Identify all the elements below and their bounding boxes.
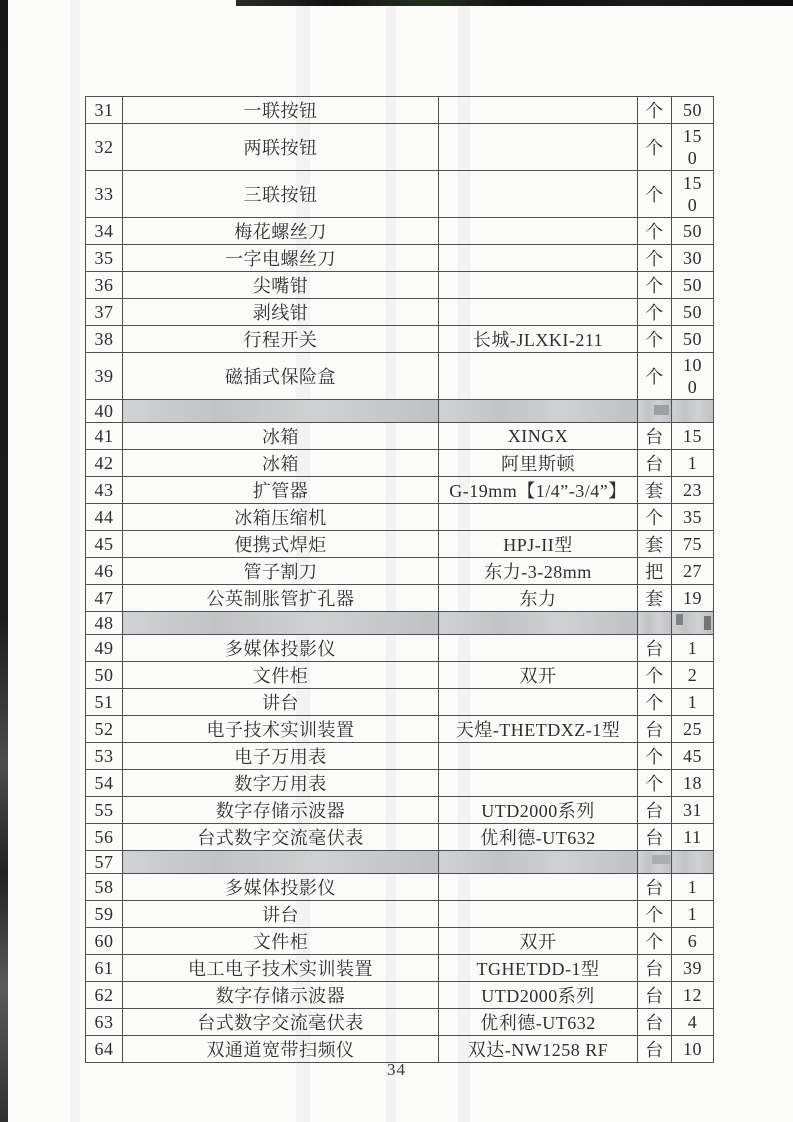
item-name-cell: 文件柜 [123, 662, 439, 689]
row-number-cell: 33 [86, 171, 123, 218]
unit-cell: 个 [638, 171, 672, 218]
model-cell: 阿里斯顿 [439, 450, 638, 477]
item-name-cell: 文件柜 [123, 928, 439, 955]
table-row [86, 928, 714, 955]
item-name-cell: 两联按钮 [123, 124, 439, 171]
item-name-cell: 数字存储示波器 [123, 797, 439, 824]
model-cell [439, 874, 638, 901]
row-number-cell: 35 [86, 245, 123, 272]
quantity-value: 150 [683, 125, 702, 168]
item-name-cell: 剥线钳 [123, 299, 439, 326]
item-name-cell: 扩管器 [123, 477, 439, 504]
scan-edge-top [236, 0, 793, 6]
qty-cell: 1 [672, 689, 714, 716]
scan-edge-left [0, 0, 8, 1122]
row-number-cell: 40 [86, 400, 123, 423]
qty-cell: 6 [672, 928, 714, 955]
item-name-cell: 冰箱压缩机 [123, 504, 439, 531]
unit-cell: 台 [638, 716, 672, 743]
qty-cell [672, 353, 714, 400]
item-name-cell: 电工电子技术实训装置 [123, 955, 439, 982]
qty-cell: 39 [672, 955, 714, 982]
model-cell: 双开 [439, 928, 638, 955]
model-cell [439, 400, 638, 423]
table-row [86, 689, 714, 716]
model-cell: 东力-3-28mm [439, 558, 638, 585]
model-cell [439, 218, 638, 245]
model-cell [439, 635, 638, 662]
row-number-cell: 31 [86, 97, 123, 124]
unit-cell: 个 [638, 97, 672, 124]
row-number-cell: 52 [86, 716, 123, 743]
qty-cell: 11 [672, 824, 714, 851]
qty-cell: 35 [672, 504, 714, 531]
item-name-cell: 讲台 [123, 689, 439, 716]
table-row [86, 171, 714, 218]
unit-cell [638, 400, 672, 423]
table-row [86, 1036, 714, 1063]
qty-cell [672, 171, 714, 218]
scan-smudge [652, 855, 670, 864]
item-name-cell [123, 851, 439, 874]
row-number-cell: 64 [86, 1036, 123, 1063]
table-row [86, 450, 714, 477]
table-row [86, 477, 714, 504]
row-number-cell: 59 [86, 901, 123, 928]
item-name-cell: 电子技术实训装置 [123, 716, 439, 743]
table-row [86, 97, 714, 124]
item-name-cell: 讲台 [123, 901, 439, 928]
scan-smudge [654, 405, 669, 415]
unit-cell: 个 [638, 504, 672, 531]
unit-cell: 台 [638, 955, 672, 982]
table-row [86, 272, 714, 299]
qty-cell [672, 851, 714, 874]
inventory-table-body [86, 97, 714, 1063]
item-name-cell: 多媒体投影仪 [123, 874, 439, 901]
row-number-cell: 47 [86, 585, 123, 612]
table-row [86, 743, 714, 770]
qty-cell: 2 [672, 662, 714, 689]
table-row [86, 662, 714, 689]
item-name-cell: 冰箱 [123, 450, 439, 477]
row-number-cell: 39 [86, 353, 123, 400]
scan-streak [70, 0, 80, 1122]
unit-cell: 把 [638, 558, 672, 585]
qty-cell: 30 [672, 245, 714, 272]
unit-cell: 个 [638, 689, 672, 716]
model-cell: 双开 [439, 662, 638, 689]
table-row [86, 797, 714, 824]
unit-cell: 台 [638, 797, 672, 824]
row-number-cell: 44 [86, 504, 123, 531]
row-number-cell: 48 [86, 612, 123, 635]
row-number-cell: 61 [86, 955, 123, 982]
table-row [86, 218, 714, 245]
model-cell [439, 689, 638, 716]
qty-cell: 12 [672, 982, 714, 1009]
unit-cell: 个 [638, 353, 672, 400]
model-cell [439, 612, 638, 635]
table-row [86, 558, 714, 585]
unit-cell: 台 [638, 635, 672, 662]
row-number-cell: 43 [86, 477, 123, 504]
unit-cell: 个 [638, 662, 672, 689]
model-cell [439, 171, 638, 218]
item-name-cell: 数字万用表 [123, 770, 439, 797]
model-cell [439, 851, 638, 874]
row-number-cell: 37 [86, 299, 123, 326]
item-name-cell [123, 400, 439, 423]
table-row [86, 901, 714, 928]
unit-cell: 个 [638, 326, 672, 353]
item-name-cell: 双通道宽带扫频仪 [123, 1036, 439, 1063]
row-number-cell: 53 [86, 743, 123, 770]
unit-cell: 个 [638, 218, 672, 245]
model-cell [439, 353, 638, 400]
quantity-value: 150 [683, 172, 702, 215]
model-cell [439, 743, 638, 770]
table-row [86, 851, 714, 874]
item-name-cell: 尖嘴钳 [123, 272, 439, 299]
unit-cell: 个 [638, 928, 672, 955]
table-row [86, 299, 714, 326]
unit-cell [638, 612, 672, 635]
qty-cell [672, 400, 714, 423]
qty-cell: 27 [672, 558, 714, 585]
table-row [86, 770, 714, 797]
unit-cell: 台 [638, 982, 672, 1009]
scan-smudge [676, 614, 683, 625]
unit-cell: 个 [638, 743, 672, 770]
row-number-cell: 49 [86, 635, 123, 662]
table-row [86, 245, 714, 272]
unit-cell: 套 [638, 585, 672, 612]
row-number-cell: 54 [86, 770, 123, 797]
scan-smudge [704, 616, 711, 630]
item-name-cell [123, 612, 439, 635]
table-row [86, 124, 714, 171]
model-cell [439, 770, 638, 797]
item-name-cell: 磁插式保险盒 [123, 353, 439, 400]
row-number-cell: 38 [86, 326, 123, 353]
model-cell [439, 97, 638, 124]
model-cell: G-19mm【1/4”-3/4”】 [439, 477, 638, 504]
table-row [86, 824, 714, 851]
qty-cell: 23 [672, 477, 714, 504]
qty-cell: 31 [672, 797, 714, 824]
qty-cell: 45 [672, 743, 714, 770]
row-number-cell: 34 [86, 218, 123, 245]
qty-cell: 19 [672, 585, 714, 612]
row-number-cell: 63 [86, 1009, 123, 1036]
row-number-cell: 42 [86, 450, 123, 477]
inventory-table [85, 96, 714, 1063]
model-cell [439, 124, 638, 171]
unit-cell: 套 [638, 531, 672, 558]
unit-cell: 个 [638, 124, 672, 171]
qty-cell: 1 [672, 874, 714, 901]
qty-cell: 1 [672, 635, 714, 662]
item-name-cell: 梅花螺丝刀 [123, 218, 439, 245]
qty-cell [672, 612, 714, 635]
unit-cell: 台 [638, 1009, 672, 1036]
row-number-cell: 36 [86, 272, 123, 299]
table-row [86, 635, 714, 662]
table-row [86, 716, 714, 743]
model-cell [439, 901, 638, 928]
item-name-cell: 行程开关 [123, 326, 439, 353]
unit-cell: 个 [638, 901, 672, 928]
row-number-cell: 57 [86, 851, 123, 874]
item-name-cell: 冰箱 [123, 423, 439, 450]
item-name-cell: 台式数字交流毫伏表 [123, 824, 439, 851]
unit-cell: 个 [638, 299, 672, 326]
unit-cell: 个 [638, 770, 672, 797]
model-cell: TGHETDD-1型 [439, 955, 638, 982]
qty-cell [672, 124, 714, 171]
unit-cell: 个 [638, 245, 672, 272]
qty-cell: 50 [672, 218, 714, 245]
unit-cell [638, 851, 672, 874]
model-cell: UTD2000系列 [439, 982, 638, 1009]
table-row [86, 874, 714, 901]
qty-cell: 4 [672, 1009, 714, 1036]
qty-cell: 1 [672, 901, 714, 928]
qty-cell: 10 [672, 1036, 714, 1063]
unit-cell: 台 [638, 1036, 672, 1063]
item-name-cell: 公英制胀管扩孔器 [123, 585, 439, 612]
unit-cell: 台 [638, 824, 672, 851]
model-cell: 优利德-UT632 [439, 1009, 638, 1036]
table-row [86, 400, 714, 423]
qty-cell: 15 [672, 423, 714, 450]
model-cell [439, 272, 638, 299]
item-name-cell: 一联按钮 [123, 97, 439, 124]
row-number-cell: 56 [86, 824, 123, 851]
model-cell: 双达-NW1258 RF [439, 1036, 638, 1063]
model-cell [439, 504, 638, 531]
table-row [86, 955, 714, 982]
item-name-cell: 一字电螺丝刀 [123, 245, 439, 272]
table-row [86, 353, 714, 400]
qty-cell: 50 [672, 299, 714, 326]
row-number-cell: 62 [86, 982, 123, 1009]
table-row [86, 982, 714, 1009]
unit-cell: 台 [638, 874, 672, 901]
table-row [86, 1009, 714, 1036]
row-number-cell: 60 [86, 928, 123, 955]
row-number-cell: 58 [86, 874, 123, 901]
row-number-cell: 32 [86, 124, 123, 171]
page-number: 34 [387, 1060, 406, 1079]
row-number-cell: 51 [86, 689, 123, 716]
model-cell [439, 299, 638, 326]
table-row [86, 531, 714, 558]
row-number-cell: 55 [86, 797, 123, 824]
model-cell [439, 245, 638, 272]
qty-cell: 75 [672, 531, 714, 558]
qty-cell: 50 [672, 97, 714, 124]
quantity-value: 100 [683, 354, 702, 397]
table-row [86, 326, 714, 353]
item-name-cell: 电子万用表 [123, 743, 439, 770]
model-cell: UTD2000系列 [439, 797, 638, 824]
item-name-cell: 便携式焊炬 [123, 531, 439, 558]
item-name-cell: 管子割刀 [123, 558, 439, 585]
table-row [86, 423, 714, 450]
row-number-cell: 41 [86, 423, 123, 450]
qty-cell: 50 [672, 272, 714, 299]
unit-cell: 台 [638, 450, 672, 477]
unit-cell: 个 [638, 272, 672, 299]
qty-cell: 1 [672, 450, 714, 477]
row-number-cell: 46 [86, 558, 123, 585]
item-name-cell: 三联按钮 [123, 171, 439, 218]
model-cell: 东力 [439, 585, 638, 612]
qty-cell: 25 [672, 716, 714, 743]
unit-cell: 套 [638, 477, 672, 504]
row-number-cell: 45 [86, 531, 123, 558]
table-row [86, 612, 714, 635]
table-row [86, 504, 714, 531]
item-name-cell: 多媒体投影仪 [123, 635, 439, 662]
model-cell: XINGX [439, 423, 638, 450]
qty-cell: 18 [672, 770, 714, 797]
model-cell: 优利德-UT632 [439, 824, 638, 851]
item-name-cell: 数字存储示波器 [123, 982, 439, 1009]
model-cell: 天煌-THETDXZ-1型 [439, 716, 638, 743]
item-name-cell: 台式数字交流毫伏表 [123, 1009, 439, 1036]
model-cell: HPJ-II型 [439, 531, 638, 558]
qty-cell: 50 [672, 326, 714, 353]
row-number-cell: 50 [86, 662, 123, 689]
table-row [86, 585, 714, 612]
model-cell: 长城-JLXKI-211 [439, 326, 638, 353]
unit-cell: 台 [638, 423, 672, 450]
